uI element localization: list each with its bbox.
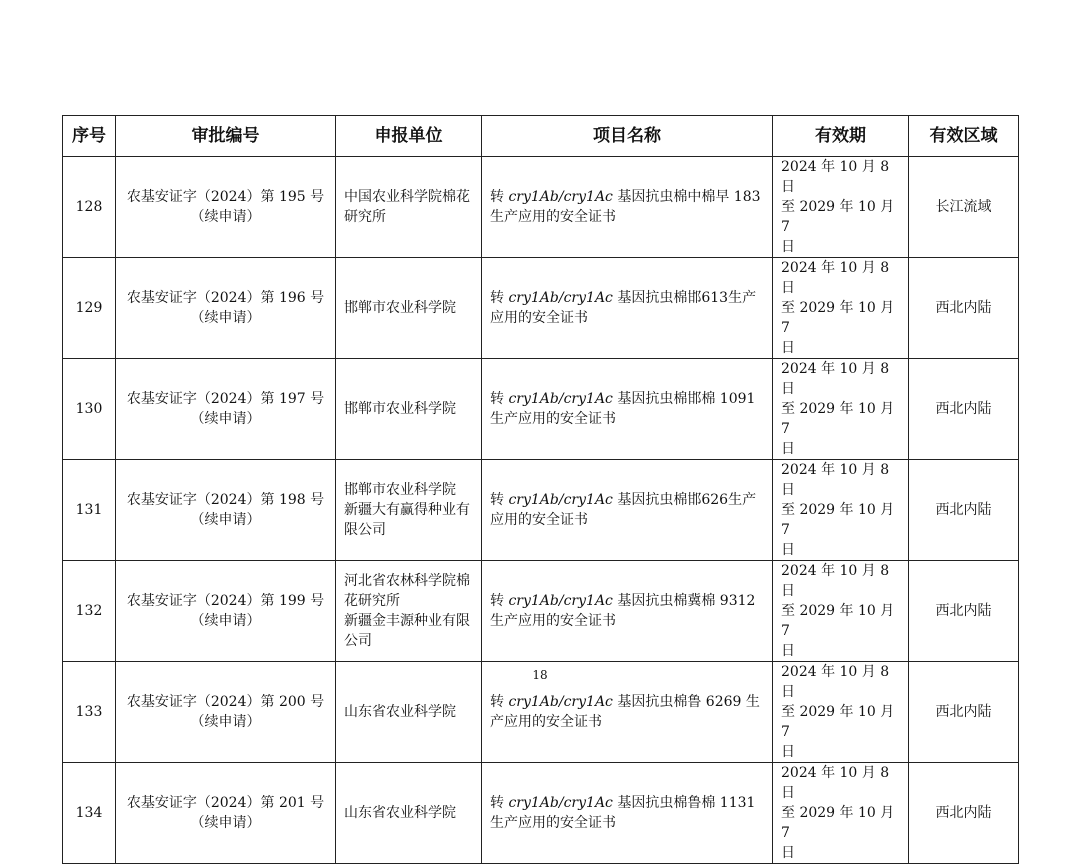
cell-valid-region: 长江流域 [909,157,1019,258]
project-suffix: 基因抗虫棉中棉早 183 生产应用的安全证书 [490,189,761,225]
validity-end: 至 2029 年 10 月 7 [781,300,895,336]
validity-start: 2024 年 10 月 8 日 [781,159,890,195]
validity-end-tail: 日 [781,239,795,255]
cell-project-name [482,258,773,359]
validity-end: 至 2029 年 10 月 7 [781,199,895,235]
cell-project-name [482,359,773,460]
cell-approval-number [116,359,336,460]
table-row [63,763,1019,864]
project-prefix: 转 [490,694,509,710]
applicant-name: 新疆金丰源种业有限公司 [344,613,470,649]
cell-applicant [336,561,482,662]
validity-start: 2024 年 10 月 8 日 [781,361,890,397]
cell-serial-number: 133 [63,662,116,763]
cell-serial-number: 131 [63,460,116,561]
renewal-note: （续申请） [190,714,261,730]
cell-validity-period [773,258,909,359]
applicant-name: 新疆大有赢得种业有限公司 [344,502,470,538]
validity-start: 2024 年 10 月 8 日 [781,765,890,801]
cell-valid-region: 西北内陆 [909,359,1019,460]
validity-end-tail: 日 [781,744,795,760]
gene-name: cry1Ab/cry1Ac [508,593,613,609]
project-suffix: 基因抗虫棉鲁 6269 生产应用的安全证书 [490,694,760,730]
approval-number-text: 农基安证字（2024）第 195 号 [126,189,325,205]
cell-serial-number: 128 [63,157,116,258]
applicant-name: 山东省农业科学院 [344,704,456,720]
cell-applicant [336,763,482,864]
cell-approval-number [116,258,336,359]
validity-end: 至 2029 年 10 月 7 [781,502,895,538]
renewal-note: （续申请） [190,815,261,831]
header-validity-period: 有效期 [773,116,909,157]
cell-applicant [336,258,482,359]
applicant-name: 邯郸市农业科学院 [344,482,456,498]
project-prefix: 转 [490,189,509,205]
cell-validity-period [773,460,909,561]
page-number: 18 [532,668,548,682]
project-prefix: 转 [490,593,509,609]
safety-certificate-table [62,115,1019,864]
cell-valid-region: 西北内陆 [909,763,1019,864]
validity-end: 至 2029 年 10 月 7 [781,401,895,437]
cell-approval-number [116,561,336,662]
project-prefix: 转 [490,492,509,508]
cell-validity-period [773,763,909,864]
validity-end: 至 2029 年 10 月 7 [781,805,895,841]
approval-number-text: 农基安证字（2024）第 197 号 [126,391,325,407]
table-row [63,157,1019,258]
header-valid-region: 有效区域 [909,116,1019,157]
cell-project-name [482,561,773,662]
project-suffix: 基因抗虫棉邯626生产应用的安全证书 [490,492,757,528]
cell-serial-number: 134 [63,763,116,864]
gene-name: cry1Ab/cry1Ac [508,290,613,306]
approval-number-text: 农基安证字（2024）第 196 号 [126,290,325,306]
approval-number-text: 农基安证字（2024）第 198 号 [126,492,325,508]
cell-approval-number [116,460,336,561]
validity-start: 2024 年 10 月 8 日 [781,563,890,599]
approval-number-text: 农基安证字（2024）第 201 号 [126,795,325,811]
project-prefix: 转 [490,391,509,407]
validity-end: 至 2029 年 10 月 7 [781,603,895,639]
gene-name: cry1Ab/cry1Ac [508,492,613,508]
validity-end-tail: 日 [781,542,795,558]
cell-project-name [482,763,773,864]
project-suffix: 基因抗虫棉鲁棉 1131 生产应用的安全证书 [490,795,756,831]
table-header-row [63,116,1019,157]
gene-name: cry1Ab/cry1Ac [508,391,613,407]
gene-name: cry1Ab/cry1Ac [508,694,613,710]
cell-serial-number: 130 [63,359,116,460]
cell-validity-period [773,359,909,460]
applicant-name: 中国农业科学院棉花研究所 [344,189,470,225]
applicant-name: 邯郸市农业科学院 [344,300,456,316]
header-applicant: 申报单位 [336,116,482,157]
table-row [63,460,1019,561]
cell-applicant [336,157,482,258]
project-suffix: 基因抗虫棉邯613生产应用的安全证书 [490,290,757,326]
project-suffix: 基因抗虫棉冀棉 9312 生产应用的安全证书 [490,593,756,629]
applicant-name: 山东省农业科学院 [344,805,456,821]
table-row [63,561,1019,662]
cell-project-name [482,157,773,258]
gene-name: cry1Ab/cry1Ac [508,189,613,205]
cell-validity-period [773,157,909,258]
cell-approval-number [116,763,336,864]
cell-applicant [336,460,482,561]
cell-valid-region: 西北内陆 [909,258,1019,359]
renewal-note: （续申请） [190,613,261,629]
validity-end: 至 2029 年 10 月 7 [781,704,895,740]
cell-approval-number [116,157,336,258]
renewal-note: （续申请） [190,512,261,528]
table-row [63,359,1019,460]
validity-start: 2024 年 10 月 8 日 [781,462,890,498]
cell-valid-region: 西北内陆 [909,460,1019,561]
cell-applicant [336,359,482,460]
validity-end-tail: 日 [781,643,795,659]
cell-valid-region: 西北内陆 [909,561,1019,662]
applicant-name: 邯郸市农业科学院 [344,401,456,417]
header-approval-number: 审批编号 [116,116,336,157]
approval-number-text: 农基安证字（2024）第 200 号 [126,694,325,710]
gene-name: cry1Ab/cry1Ac [508,795,613,811]
renewal-note: （续申请） [190,411,261,427]
cell-serial-number: 132 [63,561,116,662]
validity-start: 2024 年 10 月 8 日 [781,260,890,296]
renewal-note: （续申请） [190,209,261,225]
validity-start: 2024 年 10 月 8 日 [781,664,890,700]
validity-end-tail: 日 [781,340,795,356]
table-row [63,258,1019,359]
project-prefix: 转 [490,795,509,811]
applicant-name: 河北省农林科学院棉花研究所 [344,573,470,609]
project-prefix: 转 [490,290,509,306]
validity-end-tail: 日 [781,845,795,861]
cell-valid-region: 西北内陆 [909,662,1019,763]
cell-validity-period [773,561,909,662]
validity-end-tail: 日 [781,441,795,457]
cell-project-name [482,460,773,561]
header-serial-number: 序号 [63,116,116,157]
project-suffix: 基因抗虫棉邯棉 1091 生产应用的安全证书 [490,391,756,427]
approval-number-text: 农基安证字（2024）第 199 号 [126,593,325,609]
cell-serial-number: 129 [63,258,116,359]
renewal-note: （续申请） [190,310,261,326]
header-project-name: 项目名称 [482,116,773,157]
